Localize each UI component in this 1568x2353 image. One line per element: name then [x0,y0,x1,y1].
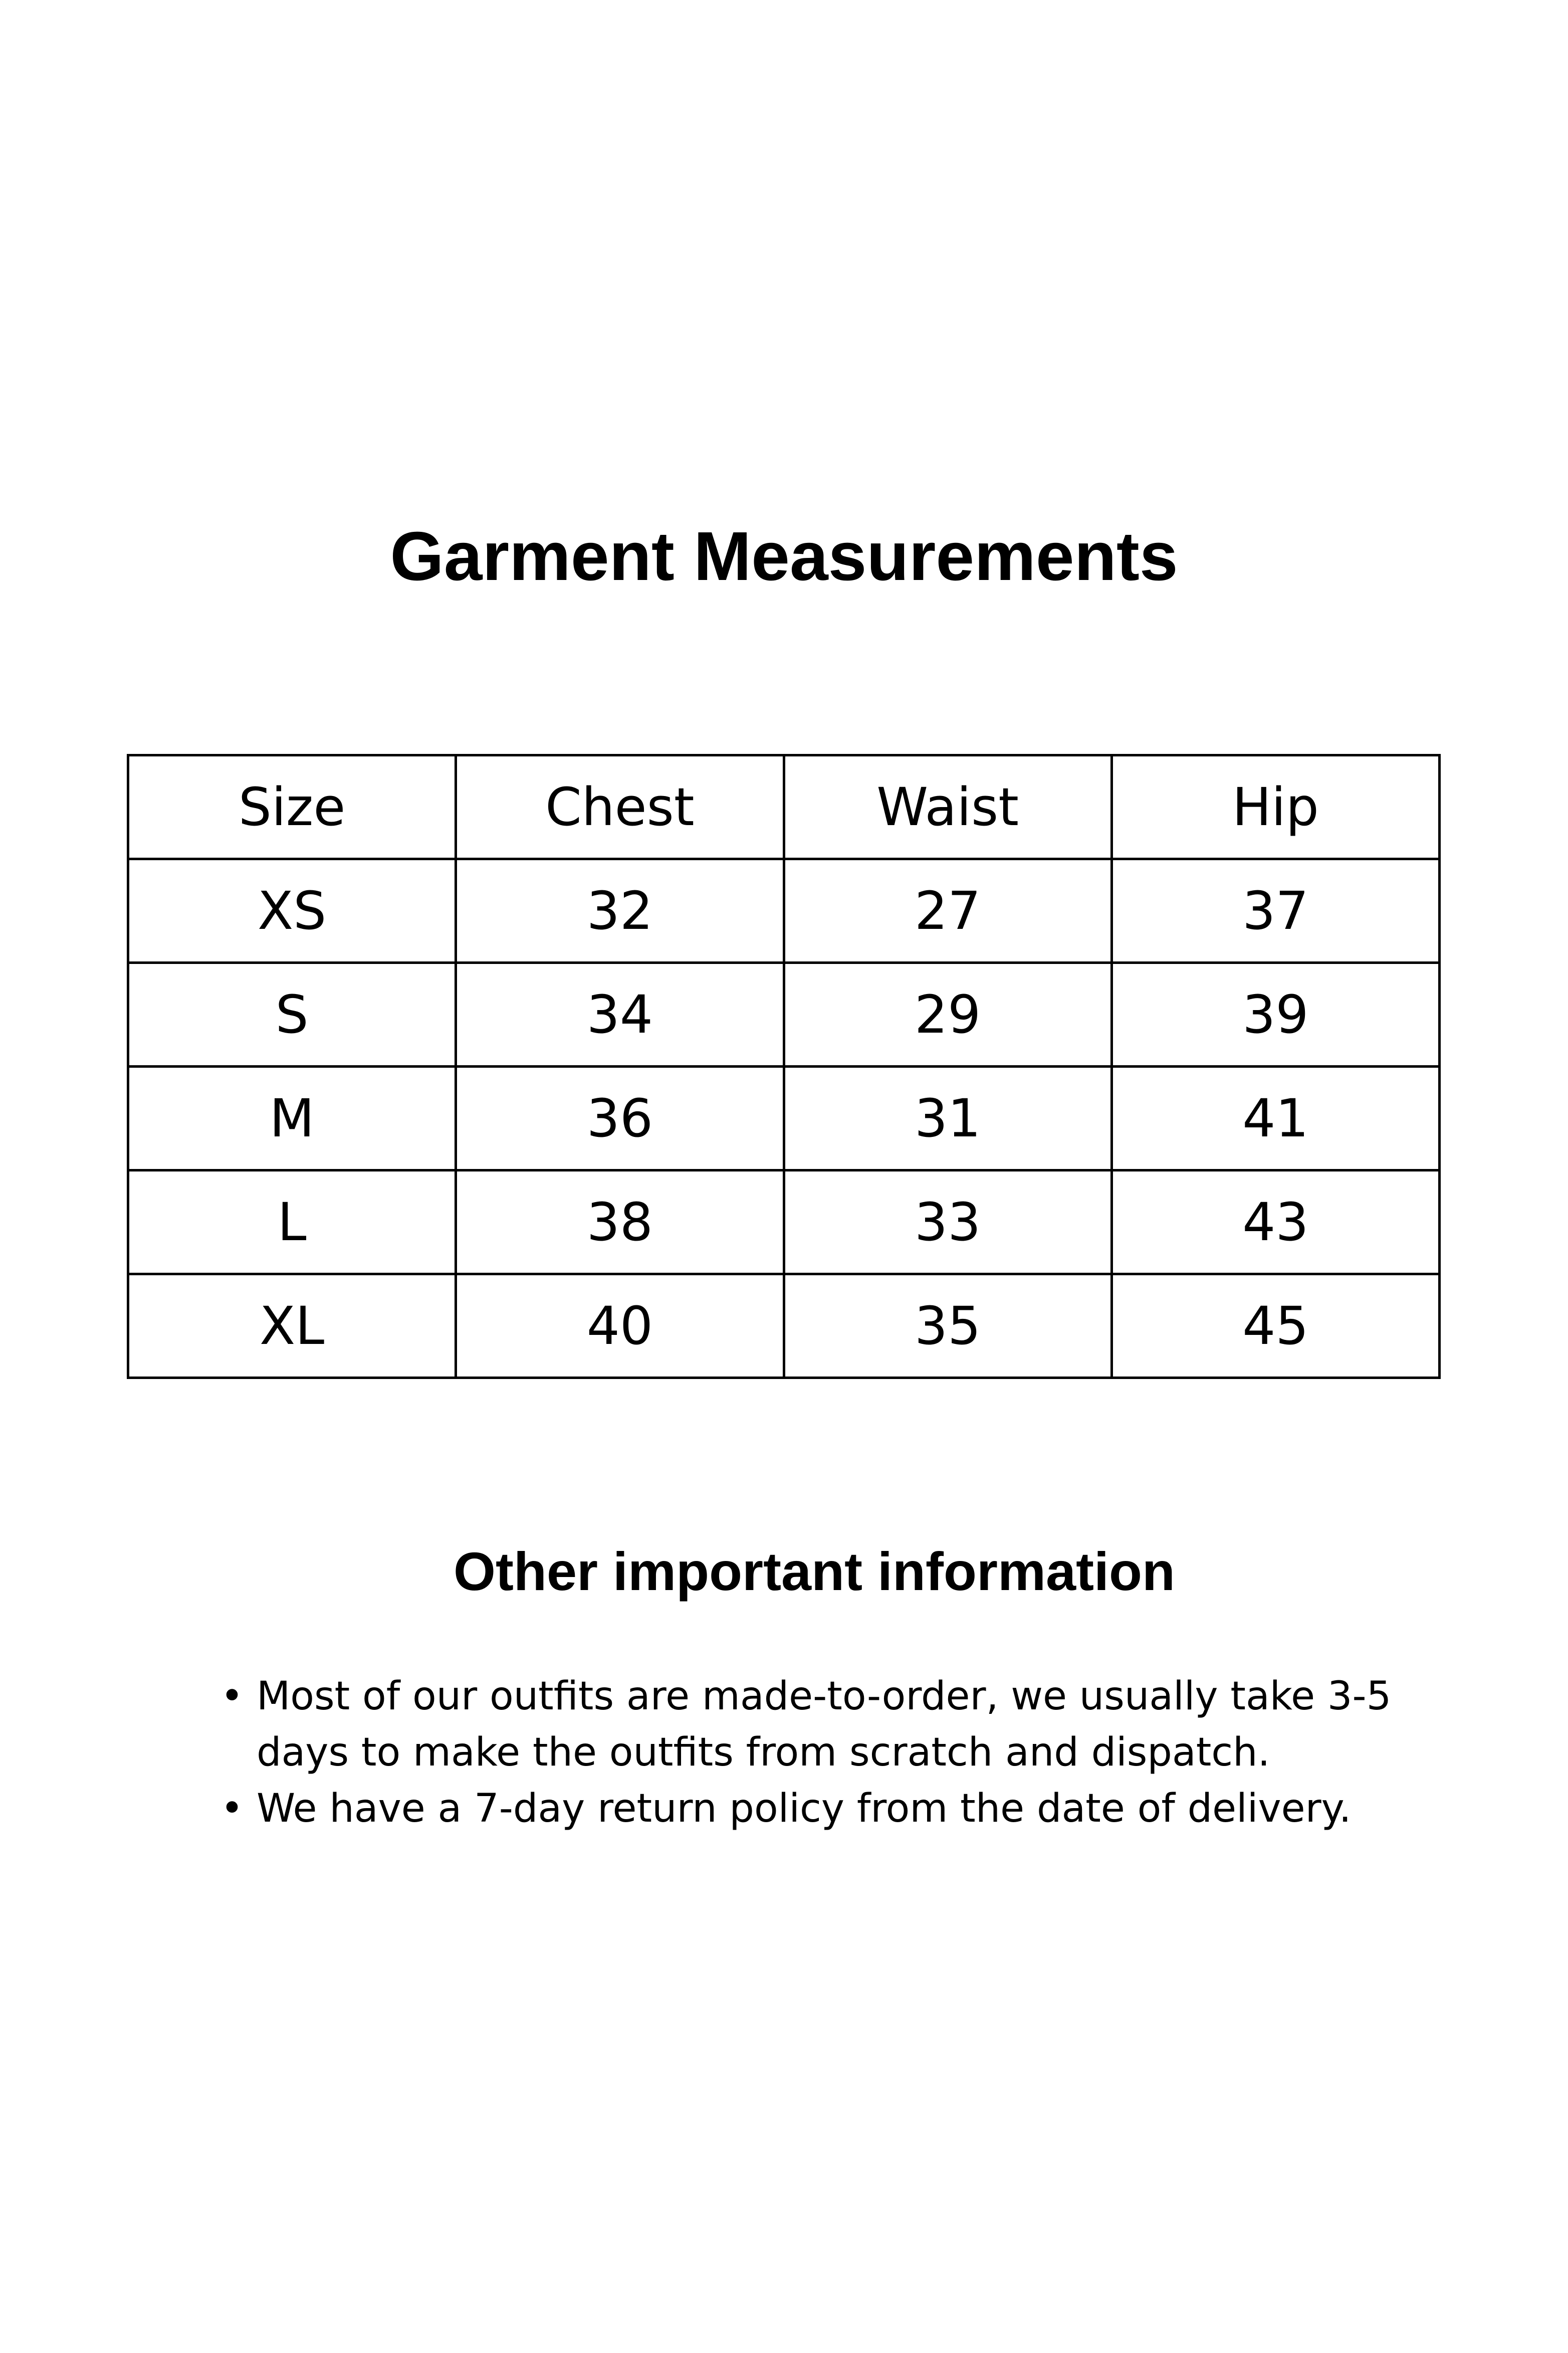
size-chart-table [127,754,1441,1379]
hip-cell: 37 [1111,859,1439,963]
table-row [128,1170,1440,1274]
size-cell: L [128,1170,456,1274]
column-header-hip: Hip [1111,755,1439,859]
bullet-icon: • [220,1786,244,1831]
hip-cell: 43 [1111,1170,1439,1274]
hip-cell: 41 [1111,1067,1439,1170]
waist-cell: 27 [784,859,1111,963]
waist-cell: 31 [784,1067,1111,1170]
hip-cell: 39 [1111,963,1439,1067]
chest-cell: 32 [456,859,784,963]
list-item [220,1781,1423,1837]
chest-cell: 36 [456,1067,784,1170]
table-header-row [128,755,1440,859]
waist-cell: 33 [784,1170,1111,1274]
list-item [220,1668,1423,1781]
list-item-text: Most of our outfits are made-to-order, we usually take 3-5 days to make the outfits from scratch and dispatch. [257,1674,1392,1775]
table-row [128,963,1440,1067]
table-row [128,1274,1440,1378]
waist-cell: 35 [784,1274,1111,1378]
info-heading: Other important information [454,1541,1175,1602]
bullet-icon: • [220,1674,244,1719]
column-header-size: Size [128,755,456,859]
hip-cell: 45 [1111,1274,1439,1378]
page-title: Garment Measurements [390,518,1178,595]
table-row [128,859,1440,963]
size-cell: XS [128,859,456,963]
size-cell: M [128,1067,456,1170]
chest-cell: 34 [456,963,784,1067]
info-list [220,1668,1423,1837]
size-cell: S [128,963,456,1067]
list-item-text: We have a 7-day return policy from the date of delivery. [257,1786,1352,1831]
table-row [128,1067,1440,1170]
column-header-waist: Waist [784,755,1111,859]
waist-cell: 29 [784,963,1111,1067]
chest-cell: 40 [456,1274,784,1378]
chest-cell: 38 [456,1170,784,1274]
size-cell: XL [128,1274,456,1378]
column-header-chest: Chest [456,755,784,859]
